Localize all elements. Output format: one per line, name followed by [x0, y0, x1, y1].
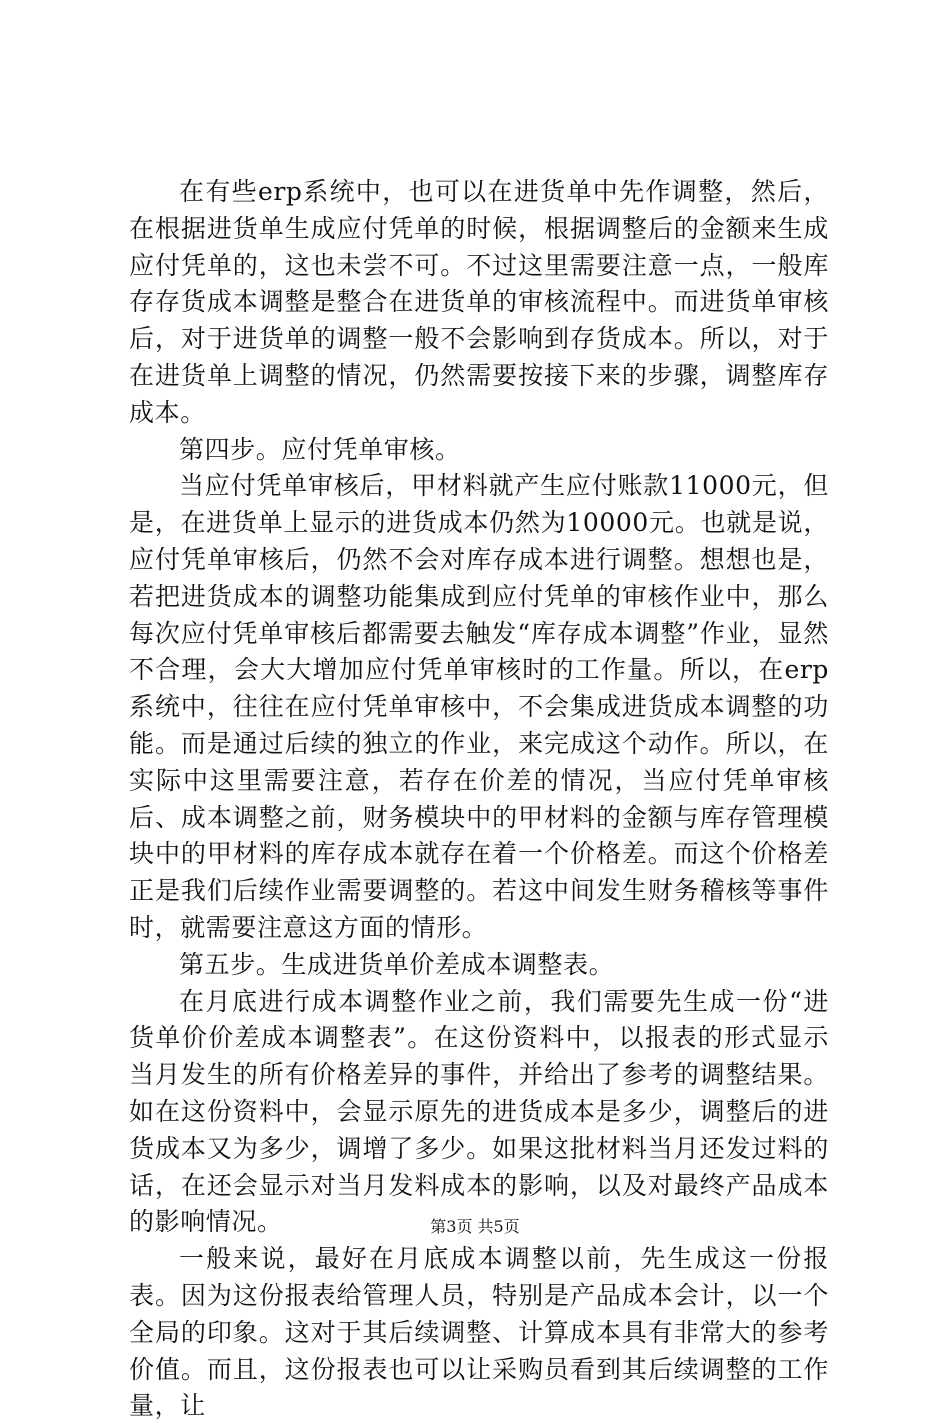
step-five-heading: 第五步。生成进货单价差成本调整表。	[179, 949, 615, 979]
page-footer: 第3页 共5页	[430, 1217, 520, 1236]
paragraph-report-value: 一般来说，最好在月底成本调整以前，先生成这一份报表。因为这份报表给管理人员，特别是产品成本会计，以一个全局的印象。这对于其后续调整、计算成本具有非常大的参考价值。而且，这份报表也可以让采购员看到其后续调整的工作量，让	[129, 1244, 829, 1421]
paragraph-erp-adjustment: 在有些erp系统中，也可以在进货单中先作调整，然后，在根据进货单生成应付凭单的时候，根据调整后的金额来生成应付凭单的，这也未尝不可。不过这里需要注意一点，一般库存存货成本调整是整合在进货单的审核流程中。而进货单审核后，对于进货单的调整一般不会影响到存货成本。所以，对于在进货单上调整的情况，仍然需要按接下来的步骤，调整库存成本。	[129, 177, 829, 427]
paragraph-voucher-audit: 当应付凭单审核后，甲材料就产生应付账款11000元，但是，在进货单上显示的进货成本仍然为10000元。也就是说，应付凭单审核后，仍然不会对库存成本进行调整。想想也是，若把进货成本的调整功能集成到应付凭单的审核作业中，那么每次应付凭单审核后都需要去触发“库存成本调整”作业，显然不合理，会大大增加应付凭单审核时的工作量。所以，在erp系统中，往往在应付凭单审核中，不会集成进货成本调整的功能。而是通过后续的独立的作业，来完成这个动作。所以，在实际中这里需要注意，若存在价差的情况，当应付凭单审核后、成本调整之前，财务模块中的甲材料的金额与库存管理模块中的甲材料的库存成本就存在着一个价格差。而这个价格差正是我们后续作业需要调整的。若这中间发生财务稽核等事件时，就需要注意这方面的情形。	[129, 471, 829, 942]
step-four-heading: 第四步。应付凭单审核。	[179, 434, 461, 464]
paragraph-cost-report: 在月底进行成本调整作业之前，我们需要先生成一份“进货单价价差成本调整表”。在这份资料中，以报表的形式显示当月发生的所有价格差异的事件，并给出了参考的调整结果。如在这份资料中，会显示原先的进货成本是多少，调整后的进货成本又为多少，调增了多少。如果这批材料当月还发过料的话，在还会显示对当月发料成本的影响，以及对最终产品成本的影响情况。	[129, 986, 829, 1237]
